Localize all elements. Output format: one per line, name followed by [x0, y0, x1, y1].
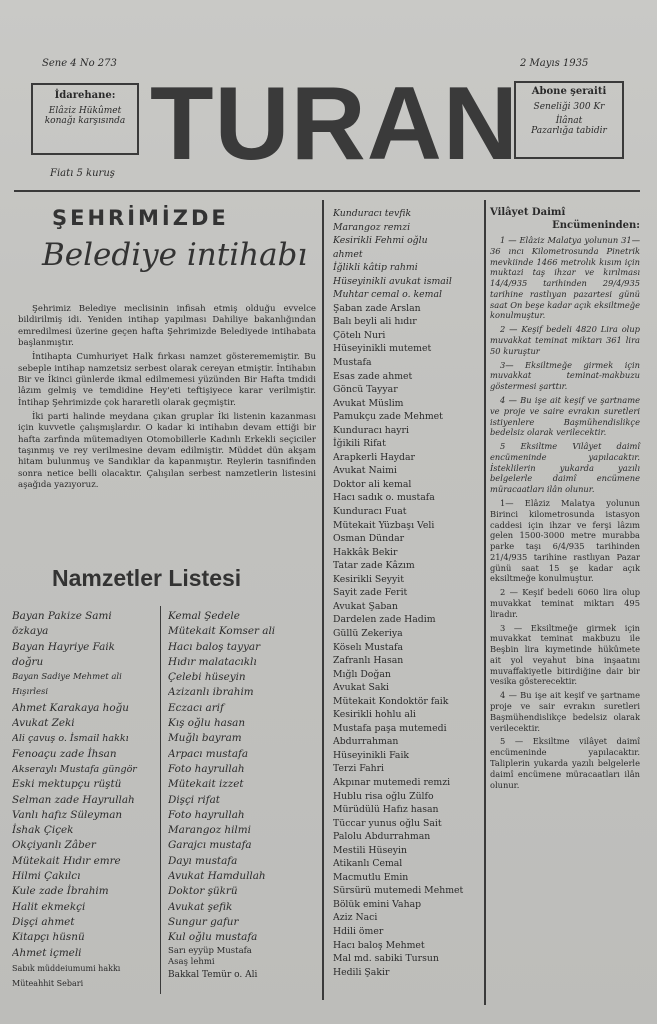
list-item: Akseraylı Mustafa güngör: [12, 763, 137, 775]
list-item: Azizanlı ibrahim: [168, 686, 254, 699]
list-item: Sabık müddeiumumi hakkı: [12, 963, 121, 973]
list-item: Atikanlı Cemal: [333, 858, 403, 870]
list-item: özkaya: [12, 625, 49, 638]
list-item: Avukat Hamdullah: [168, 870, 266, 883]
list-item: Eczacı arif: [168, 701, 224, 714]
list-item: Kunduracı Fuat: [333, 506, 407, 518]
issue-number: Sene 4 No 273: [42, 58, 117, 69]
notice-column: [490, 206, 640, 793]
column-rule-2: [484, 200, 486, 1005]
list-item: Bölük emini Vahap: [333, 898, 422, 910]
list-item: Akpınar mutemedi remzi: [333, 776, 451, 788]
list-item: Mığlı Doğan: [333, 668, 391, 680]
subscription-box: [514, 81, 624, 159]
list-item: Avukat Müslim: [333, 397, 404, 409]
list-item: Hışırlesi: [12, 687, 49, 698]
list-item: Foto hayrullah: [168, 808, 245, 821]
notice-title: Vilâyet Daimî: [490, 207, 566, 218]
list-item: İğikili Rifat: [333, 438, 386, 450]
article-paragraph: İntihapta Cumhuriyet Halk fırkası namzet gösterememiştir. Bu sebeple intihap namzetsiz serbest olarak cereyan etmiştir. İntihabın Bir ve İkinci günlerde ikmal edilmemesi yüzünden Bir Hafta tmdidi lâzım gelmiş ve temdidine Hey'eti teftişiyece karar verilmiştir. İntihap Şehrimizde çok hararetli olarak geçmiştir.: [18, 352, 316, 408]
list-item: Kunduracı tevfik: [333, 208, 412, 219]
list-item: Fenoaçu zade İhsan: [12, 747, 117, 760]
list-item: Mustafa: [333, 357, 372, 369]
list-item: Mütekait Yüzbaşı Veli: [333, 519, 435, 531]
list-item: Hüseyinikli mutemet: [333, 343, 432, 355]
list-item: Tüccar yunus oğlu Sait: [333, 817, 442, 829]
list-item: Kesirikli Seyyit: [333, 573, 404, 585]
list-item: Çelebi hüseyin: [168, 671, 246, 684]
list-item: Bayan Sadiye Mehmet ali: [12, 672, 122, 683]
article-paragraph: Şehrimiz Belediye meclisinin infisah etmiş olduğu evvelce bildirilmiş idi. Yeniden intihap yapılması Dahiliye bakanlığından emredilmesi üzerine geçen hafta Şehrimizde Belediyede intihabata başlanmıştır.: [18, 304, 316, 349]
list-item: Esas zade ahmet: [333, 370, 413, 382]
list-item: Macmutlu Emin: [333, 871, 409, 883]
masthead-title: TURAN: [150, 66, 519, 182]
column-rule-1: [322, 200, 324, 1000]
list-item: Kule zade İbrahim: [12, 885, 109, 898]
list-item: Marangoz hilmi: [168, 824, 251, 837]
candidate-list-col1: [12, 609, 158, 991]
list-item: Mustafa paşa mutemedi: [333, 722, 447, 734]
list-item: Avukat şefik: [168, 900, 233, 913]
list-item: Ali çavuş o. İsmail hakkı: [12, 733, 129, 745]
list-item: Avukat Saki: [333, 682, 389, 694]
list-item: Zafranlı Hasan: [333, 655, 404, 667]
list-item: Çötelı Nuri: [333, 329, 386, 341]
list-item: Güllü Zekeriya: [333, 627, 403, 639]
notice-item: 4 — Bu işe ait keşif ve şartname ve proje ve saire evrakın suretleri istiyenlere Başmühendislikçe bedelsiz olarak verilecektir.: [490, 394, 640, 438]
list-item: İshak Çiçek: [12, 824, 74, 837]
list-item: Halit ekmekçi: [12, 900, 86, 913]
list-item: Foto hayrullah: [168, 762, 245, 775]
list-item: İğlikli kâtip rahmi: [333, 262, 418, 274]
list-item: Osman Dündar: [333, 533, 405, 545]
article-paragraph: İki parti halinde meydana çıkan gruplar İki listenin kazanması için kuvvetle çalışmışlardır. O kadar ki intihabın devam ettiği bir hafta zarfında mütemadiyen Otomobillerle Kadınlı Erkekli seçiciler taşınmış ve rey verilmesine devam edilmiştir. Müddet dün akşam hitam bulunmuş ve Sandıklar da kapanmıştır. Reylerin tasnifinden sonra netice belli olacaktır. Çalışılan serbest namzetlerin listesini aşağıda yazıyoruz.: [18, 412, 316, 491]
list-item: Şaban zade Arslan: [333, 302, 421, 314]
list-item: Sürsürü mutemedi Mehmet: [333, 885, 464, 897]
list-item: Garajcı mustafa: [168, 839, 252, 852]
list-item: Ahmet Karakaya hoğu: [12, 701, 129, 714]
list-item: Arpacı mustafa: [168, 747, 249, 760]
candidate-list-title: Namzetler Listesi: [52, 565, 242, 591]
office-line1: Elâziz Hükûmet: [48, 106, 122, 116]
list-item: Arapkerli Haydar: [333, 451, 415, 463]
list-item: Eski mektupçu rüştü: [12, 778, 122, 791]
article-body: [18, 304, 316, 495]
office-box: [31, 83, 139, 155]
list-item: Kesirikli hohlu ali: [333, 709, 416, 721]
list-item: Mürüdülü Hafız hasan: [333, 804, 439, 816]
list-item: Sungur gafur: [168, 915, 239, 928]
list-item: Avukat Zeki: [12, 717, 75, 730]
list-item: Okçiyanlı Zâber: [12, 839, 96, 852]
notice-item: 3— Eksiltmeğe girmek için muvakkat teminat-makbuzu göstermesi şarttır.: [490, 359, 640, 392]
list-item: Kış oğlu hasan: [168, 717, 246, 730]
list-item: Bayan Pakize Sami: [12, 610, 112, 622]
list-item: Aziz Naci: [333, 912, 378, 924]
list-item: Kul oğlu mustafa: [168, 931, 258, 944]
list-item: ahmet: [333, 248, 363, 260]
subscription-title: Abone şeraiti: [531, 86, 607, 97]
notice-item: 2 — Keşif bedeli 6060 lira olup muvakkat teminat miktarı 495 liradır.: [490, 587, 640, 619]
list-item: Bakkal Temür o. Ali: [168, 969, 258, 980]
list-item: Vanlı hafız Süleyman: [12, 808, 123, 821]
list-item: Hakkâk Bekir: [333, 546, 398, 558]
list-item: Marangoz remzi: [333, 221, 411, 233]
list-item: Hüseyinikli avukat ismail: [333, 275, 452, 287]
notice-subtitle: Encümeninden:: [552, 220, 640, 231]
list-item: Selman zade Hayrullah: [12, 793, 135, 806]
list-item: Balı beyli ali hıdır: [333, 316, 417, 328]
list-item: Dişçi rifat: [168, 793, 220, 806]
list-item: Sayit zade Ferit: [333, 587, 408, 599]
list-item: Asaş lehmi: [168, 956, 215, 967]
notice-item: 1— Elâziz Malatya yolunun Birinci kilometrosunda istasyon caddesi için ihzar ve ferşi lâzım gelen 1500-3000 metre murabba parke taşı 6/4/935 tarihinden 21/4/935 tarihine rastlıyan Pazar günü saat 15 şe kadar açık eksiltmeğe konulmuştur.: [490, 497, 640, 584]
list-item: Avukat Naimi: [333, 465, 397, 477]
candidate-list-col3: [333, 207, 481, 979]
subscription-line1: Seneliği 300 Kr: [533, 102, 605, 112]
list-item: Mütekait Hıdır emre: [12, 854, 121, 867]
list-item: Terzi Fahri: [333, 763, 385, 775]
list-item: Hüseyinikli Faik: [333, 749, 410, 761]
list-item: Bayan Hayriye Faik: [12, 640, 115, 653]
column-rule-list: [160, 606, 161, 994]
list-item: Dardelen zade Hadim: [333, 614, 436, 626]
list-item: Hdili ömer: [333, 925, 384, 937]
list-item: Göncü Tayyar: [333, 384, 398, 396]
list-item: Hublu risa oğlu Zülfo: [333, 790, 434, 802]
price: Fiatı 5 kuruş: [50, 168, 115, 179]
list-item: Abdurrahman: [333, 736, 399, 748]
office-title: İdarehane:: [54, 90, 116, 101]
list-item: Dişçi ahmet: [12, 915, 75, 928]
list-item: Köselı Mustafa: [333, 641, 404, 653]
list-item: Hedili Şakir: [333, 966, 390, 978]
notice-item: 2 — Keşif bedeli 4820 Lira olup muvakkat teminat miktarı 361 lira 50 kuruştur: [490, 324, 640, 356]
list-item: doğru: [12, 655, 44, 668]
candidate-list-col2: [168, 609, 318, 983]
list-item: Mal md. sabiki Tursun: [333, 953, 439, 965]
section-heading: ŞEHRİMİZDE: [52, 206, 229, 230]
list-item: Kemal Şedele: [168, 610, 240, 622]
list-item: Mütekait Kondoktör faik: [333, 695, 449, 707]
list-item: Hıdır malatacıklı: [168, 655, 257, 668]
notice-item: 1 — Elâziz Malatya yolunun 31—36 ıncı Kilometrosunda Pinetrik mevkiinde 1466 metrolık kısım için muktazi taş ihzar ve kırılması 14/4/935 tarihinden 29/4/935 tarihine rastlıyan pazartesi günü saat On beşe kadar açık eksiltmeğe konulmuştur.: [490, 235, 640, 321]
list-item: Müteahhit Sebari: [12, 979, 84, 989]
list-item: Kitapçı hüsnü: [12, 931, 85, 944]
list-item: Sarı eyyüp Mustafa: [168, 945, 252, 956]
subscription-line2: İlânat: [555, 116, 583, 126]
list-item: Hacı baloş tayyar: [168, 640, 261, 653]
notice-item: 3 — Eksiltmeğe girmek için muvakkat teminat makbuzu ile Beşbin lira kıymetinde hükûmete ait yol veyahut bina inşaatını muvaffakiyetle bitirdiğine dair bir vesika gösterecektir.: [490, 622, 640, 687]
masthead-rule: [14, 190, 640, 192]
list-item: Muğlı bayram: [168, 732, 242, 745]
notice-item: 5 Eksiltme Vilâyet daimî encümeninde yapılacaktır. İsteklilerin yukarda yazılı belgelerle daimî encümene müracaatları ilân olunur.: [490, 441, 640, 495]
list-item: Ahmet içmeli: [12, 946, 82, 959]
notice-item: 5 — Eksiltme vilâyet daimî encümeninde yapılacaktır. Taliplerin yukarda yazılı belgelerle daimî encümene müracaatları ilân olunur.: [490, 736, 640, 790]
list-item: Doktor şükrü: [168, 885, 238, 898]
list-item: Doktor ali kemal: [333, 478, 412, 490]
list-item: Palolu Abdurrahman: [333, 831, 431, 843]
list-item: Mütekait izzet: [168, 778, 244, 791]
list-item: Dayı mustafa: [168, 854, 238, 867]
list-item: Kunduracı hayri: [333, 424, 409, 436]
list-item: Mütekait Komser ali: [168, 625, 276, 638]
list-item: Pamukçu zade Mehmet: [333, 411, 443, 423]
list-item: Hacı sadık o. mustafa: [333, 492, 435, 504]
list-item: Mestili Hüseyin: [333, 844, 407, 856]
list-item: Hilmi Çakılcı: [12, 870, 81, 883]
list-item: Kesirikli Fehmi oğlu: [333, 235, 428, 247]
notice-item: 4 — Bu işe ait keşif ve şartname proje ve sair evrakın suretleri Başmühendislikçe bedelsiz olarak verilecektir.: [490, 690, 640, 733]
subscription-line3: Pazarlığa tabidir: [531, 126, 607, 136]
article-headline: Belediye intihabı: [42, 237, 308, 273]
list-item: Tatar zade Kâzım: [333, 560, 415, 572]
list-item: Hacı baloş Mehmet: [333, 939, 425, 951]
office-line2: konağı karşısında: [44, 116, 126, 126]
list-item: Avukat Şaban: [333, 600, 398, 612]
issue-date: 2 Mayıs 1935: [520, 58, 589, 69]
list-item: Muhtar cemal o. kemal: [333, 289, 442, 301]
